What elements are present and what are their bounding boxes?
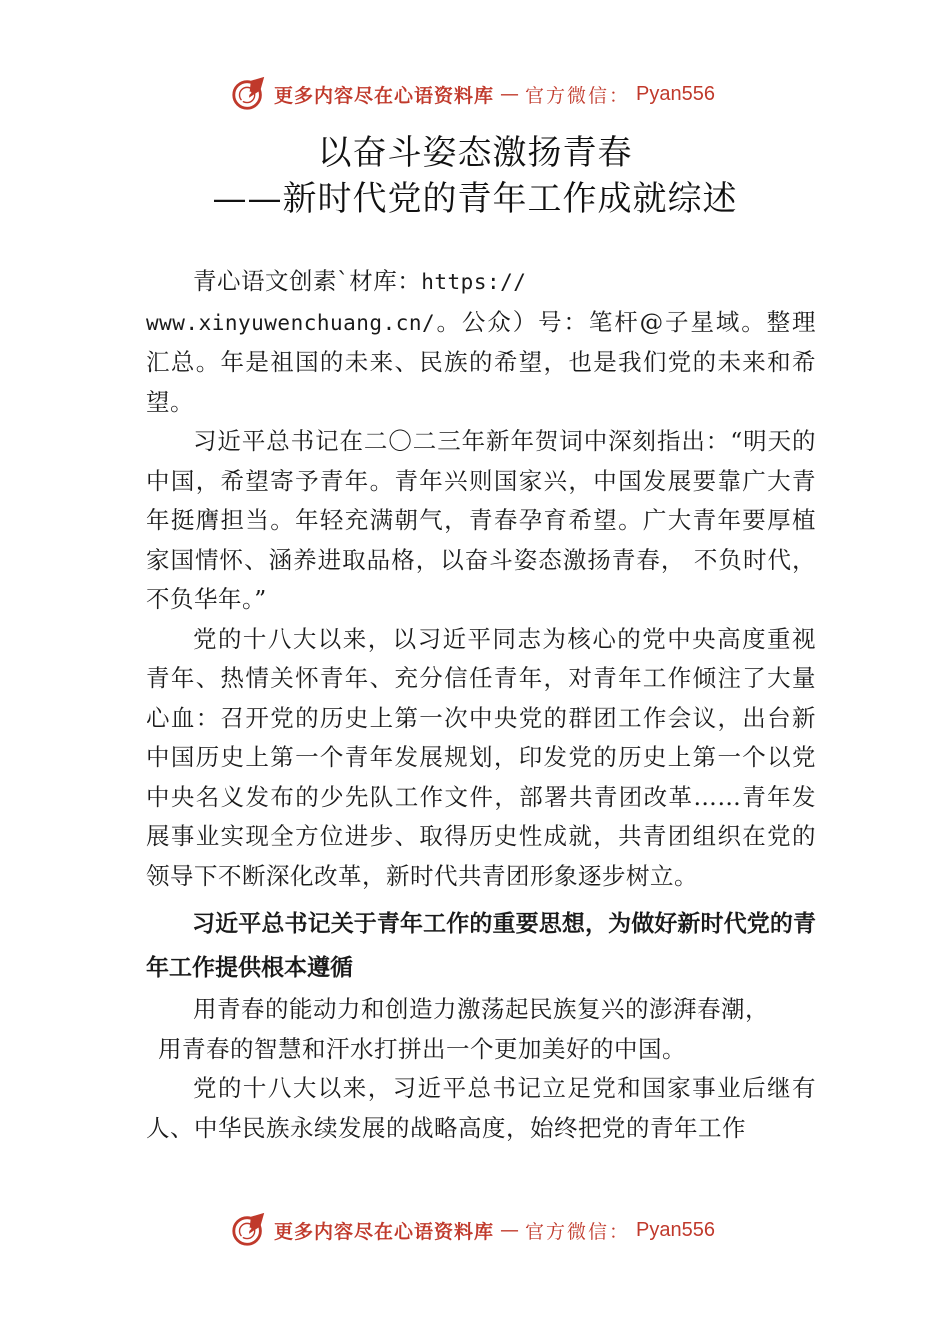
document-body [146, 262, 816, 1148]
section-paragraph-1 [146, 990, 816, 1069]
intro-url-part-2: www.xinyuwenchuang.cn/ [146, 310, 436, 335]
pen-seal-logo-icon [230, 1211, 268, 1249]
body-paragraph: 党的十八大以来，以习近平同志为核心的党中央高度重视青年、热情关怀青年、充分信任青年，对青年工作倾注了大量心血：召开党的历史上第一次中央党的群团工作会议，出台新中国历史上第一个青年发展规划，印发党的历史上第一个以党中央名义发布的少先队工作文件，部署共青团改革……青年发展事业实现全方位进步、取得历史性成就，共青团组织在党的领导下不断深化改革，新时代共青团形象逐步树立。 [146, 624, 816, 890]
banner-wechat-label: 官方微信： [525, 1220, 631, 1243]
banner-text: 更多内容尽在心语资料库 [274, 1220, 495, 1243]
intro-paragraph [146, 262, 816, 422]
intro-suffix: 。公众）号：笔杆@子星域。整理汇总。年是祖国的未来、民族的希望，也是我们党的未来和希望。 [146, 307, 816, 416]
banner-wechat-id: Pyan556 [636, 82, 715, 105]
title-line-2: ——新时代党的青年工作成就综述 [212, 179, 738, 219]
banner-wechat-label: 官方微信： [525, 84, 631, 107]
banner-wechat-id: Pyan556 [636, 1218, 715, 1241]
body-paragraph: 习近平总书记在二〇二三年新年贺词中深刻指出：“明天的中国，希望寄予青年。青年兴则国家兴，中国发展要靠广大青年挺膺担当。年轻充满朝气，青春孕育希望。广大青年要厚植家国情怀、涵养进取品格，以奋斗姿态激扬青春， 不负时代，不负华年。” [146, 427, 816, 613]
footer-banner [230, 1208, 715, 1252]
pen-seal-logo-icon [230, 75, 268, 113]
intro-url-part-1: https:// [421, 270, 527, 294]
section-paragraph-2: 党的十八大以来，习近平总书记立足党和国家事业后继有人、中华民族永续发展的战略高度，始终把党的青年工作 [146, 1074, 816, 1142]
banner-separator: — [500, 83, 520, 105]
intro-prefix: 青心语文创素`材库： [193, 267, 422, 295]
section-paragraph-1-line-2: 用青春的智慧和汗水打拼出一个更加美好的中国。 [158, 1034, 686, 1063]
title-line-1: 以奋斗姿态激扬青春 [317, 133, 633, 173]
document-title [0, 130, 950, 222]
banner-text: 更多内容尽在心语资料库 [274, 84, 495, 107]
section-paragraph-1-line-1: 用青春的能动力和创造力激荡起民族复兴的澎湃春潮， [193, 995, 769, 1023]
section-heading: 习近平总书记关于青年工作的重要思想，为做好新时代党的青年工作提供根本遵循 [146, 911, 816, 981]
header-banner [230, 72, 715, 116]
banner-separator: — [500, 1219, 520, 1241]
